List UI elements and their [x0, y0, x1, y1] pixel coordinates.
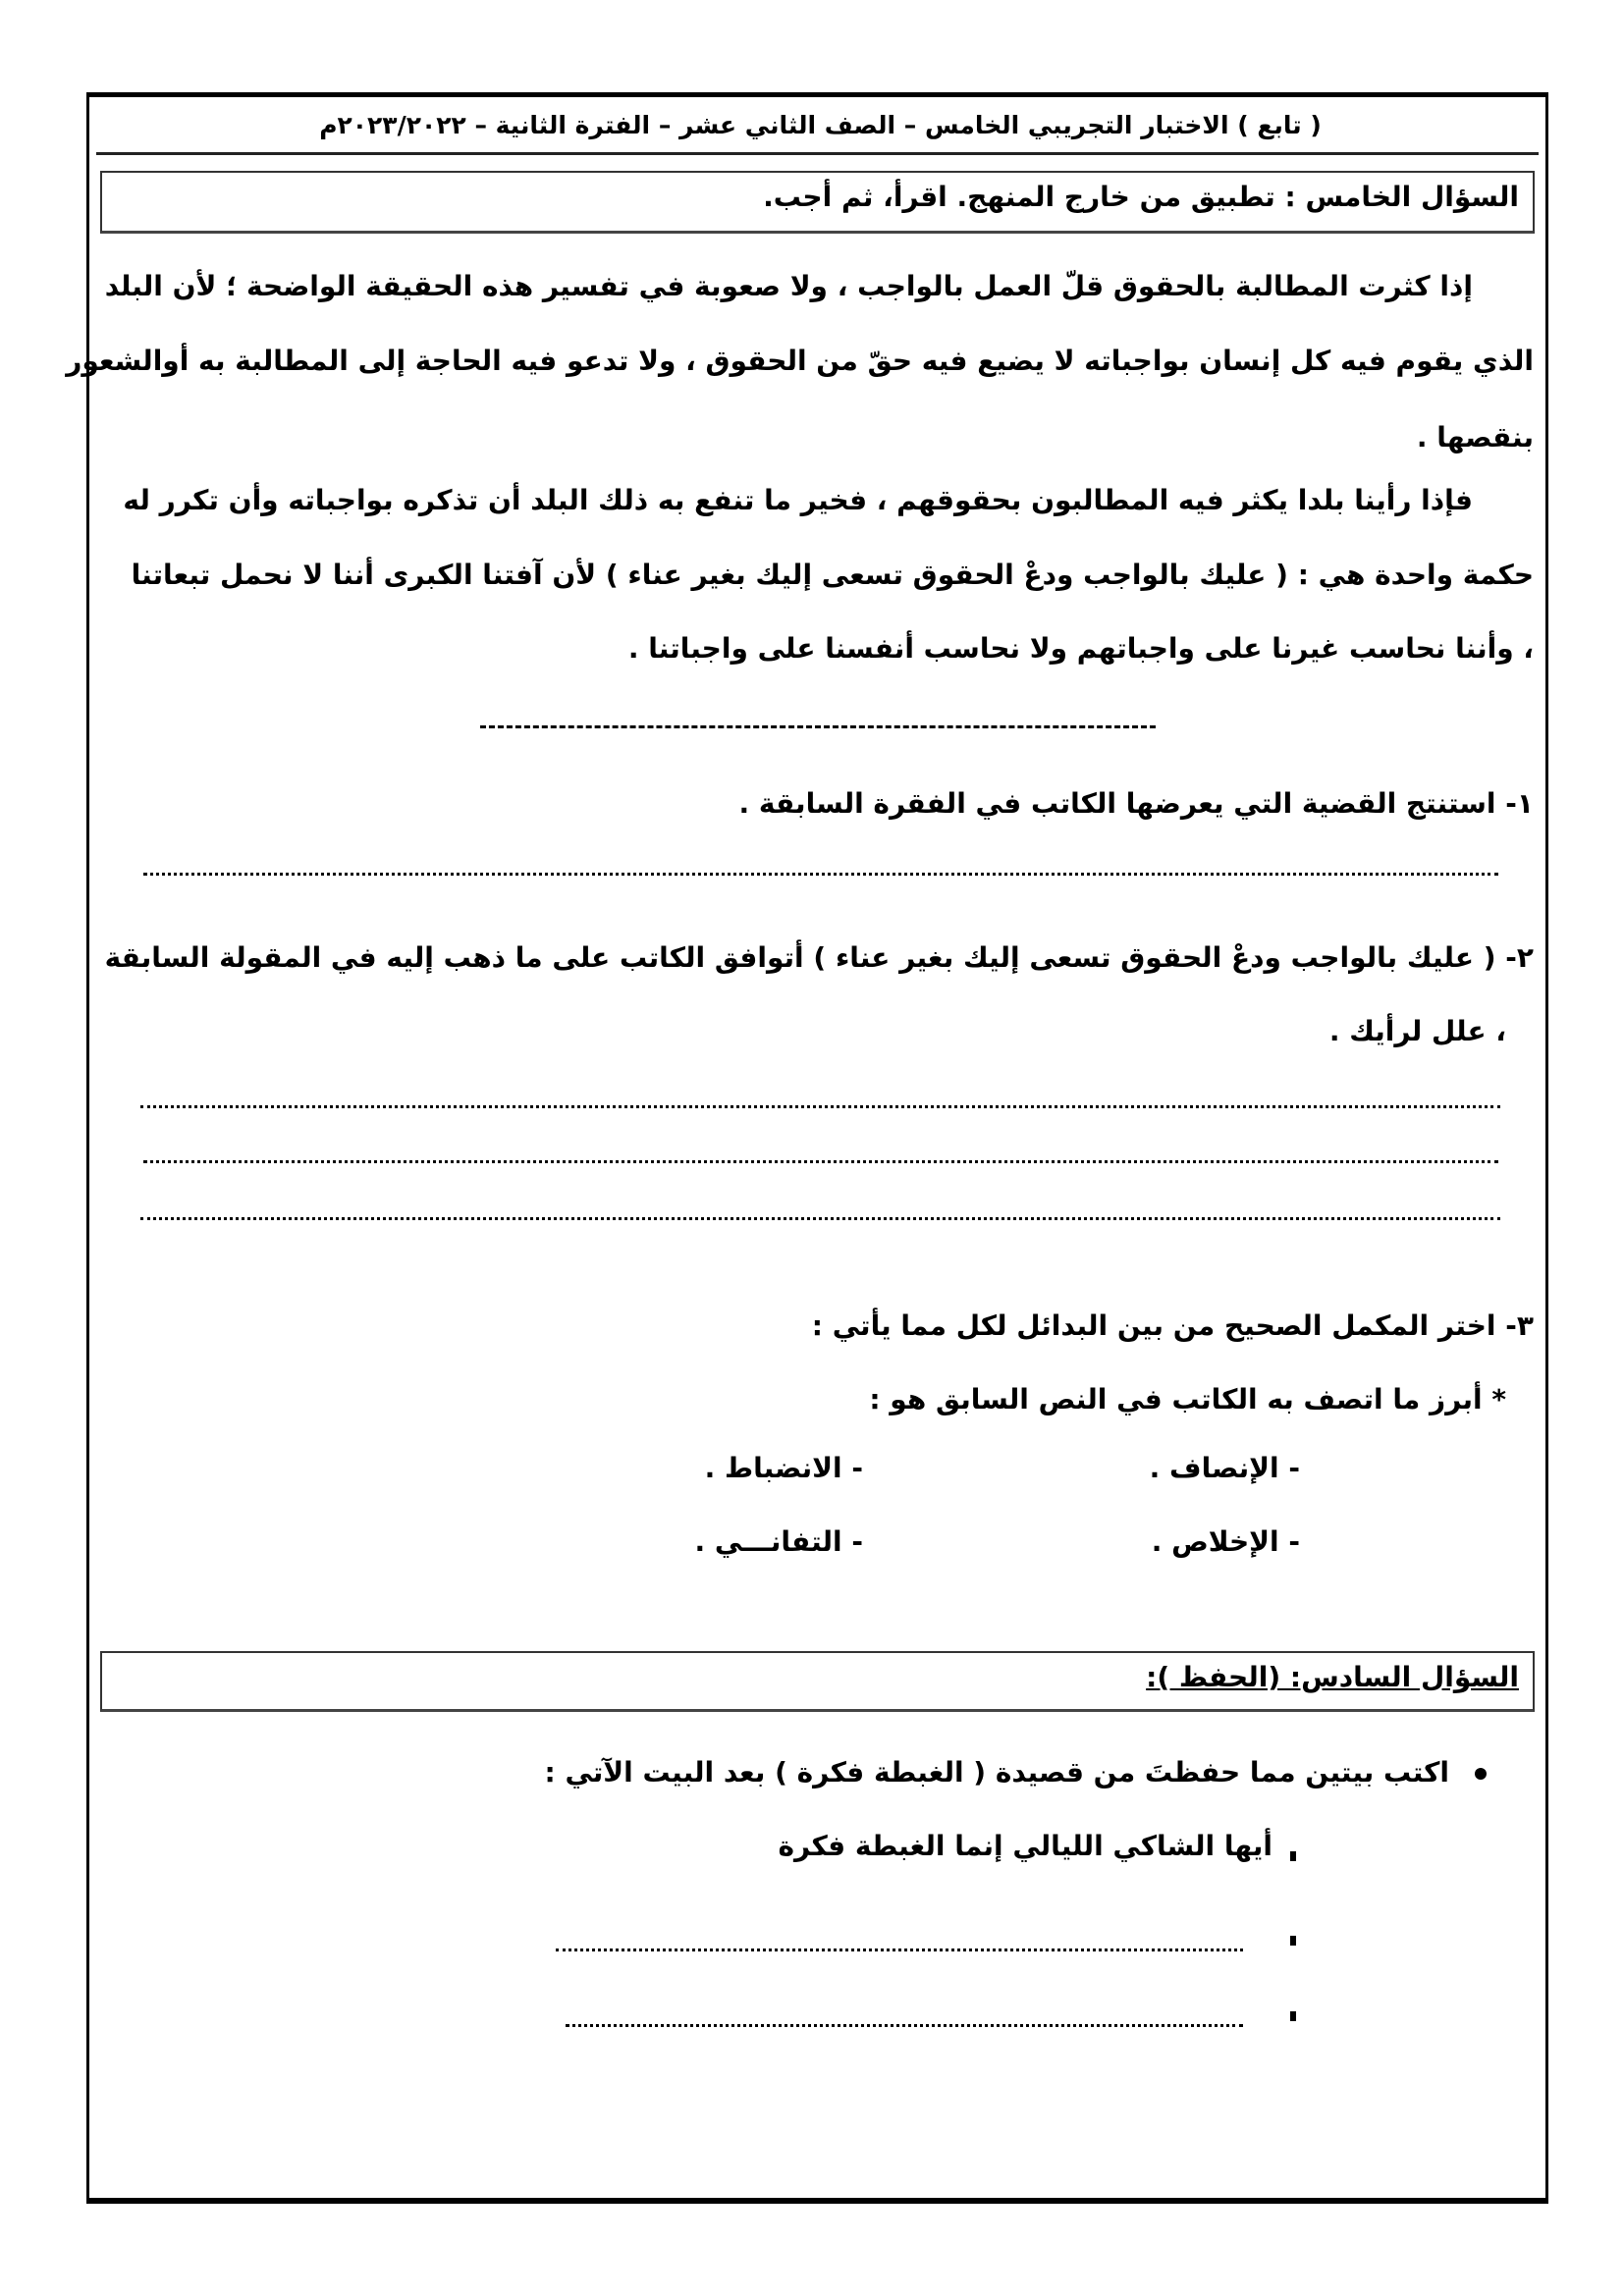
question6-title-box	[100, 1651, 1535, 1712]
option-insaf[interactable]: - الإنصاف .	[1149, 1452, 1300, 1484]
option-tafani[interactable]: - التفانـــي .	[694, 1525, 863, 1558]
square-bullet-icon	[1290, 1936, 1296, 1946]
option-ikhlas[interactable]: - الإخلاص .	[1151, 1525, 1300, 1558]
question5-item2-text: ٢- ( عليك بالواجب ودعْ الحقوق تسعى إليك بغير عناء ) أتوافق الكاتب على ما ذهب إليه في المقولة السابقة	[104, 941, 1534, 974]
question5-item3-stem: * أبرز ما اتصف به الكاتب في النص السابق هو :	[869, 1383, 1506, 1415]
question6-instruction-text: اكتب بيتين مما حفظتَ من قصيدة ( الغبطة فكرة ) بعد البيت الآتي :	[544, 1756, 1449, 1789]
square-bullet-icon	[1290, 2011, 1296, 2021]
question5-item3-text: ٣- اختر المكمل الصحيح من بين البدائل لكل مما يأتي :	[811, 1309, 1534, 1342]
answer-line[interactable]	[143, 1160, 1498, 1163]
exam-header-title: ( تابع ) الاختبار التجريبي الخامس – الصف الثاني عشر – الفترة الثانية – ٢٠٢٣/٢٠٢٢م	[319, 111, 1322, 139]
paragraph-line: ، وأننا نحاسب غيرنا على واجباتهم ولا نحاسب أنفسنا على واجباتنا .	[627, 632, 1534, 665]
question5-item2-text: ، علل لرأيك .	[1328, 1015, 1506, 1047]
exam-page-frame	[66, 92, 1548, 2204]
question5-item1-text: ١- استنتج القضية التي يعرضها الكاتب في الفقرة السابقة .	[738, 787, 1534, 820]
bullet-icon	[1475, 1768, 1487, 1780]
paragraph-line: حكمة واحدة هي : ( عليك بالواجب ودعْ الحقوق تسعى إليك بغير عناء ) لأن آفتنا الكبرى أننا لا نحمل تبعاتنا	[131, 559, 1534, 591]
answer-line[interactable]	[143, 873, 1498, 876]
square-bullet-icon	[1290, 1851, 1296, 1861]
option-indibat[interactable]: - الانضباط .	[704, 1452, 863, 1484]
question5-title: السؤال الخامس : تطبيق من خارج المنهج. اقرأ، ثم أجب.	[763, 181, 1519, 213]
header-divider	[96, 152, 1539, 155]
verse-answer-line[interactable]	[556, 1949, 1243, 1951]
paragraph-line: فإذا رأينا بلدا يكثر فيه المطالبون بحقوقهم ، فخير ما تنفع به ذلك البلد أن تذكره بواجباته وأن تكرر له	[123, 484, 1473, 516]
question5-title-box	[100, 171, 1535, 234]
paragraph-line: إذا كثرت المطالبة بالحقوق قلّ العمل بالواجب ، ولا صعوبة في تفسير هذه الحقيقة الواضحة ؛ لأن البلد	[104, 270, 1473, 302]
answer-line[interactable]	[140, 1217, 1500, 1220]
paragraph-line: بنقصها .	[1416, 421, 1534, 454]
question6-title: السؤال السادس: (الحفظ ):	[1146, 1661, 1519, 1693]
question6-instruction	[545, 1756, 1487, 1789]
paragraph-line: الذي يقوم فيه كل إنسان بواجباته لا يضيع فيه حقّ من الحقوق ، ولا تدعو فيه الحاجة إلى المطالبة به أوالشعور	[66, 345, 1534, 377]
verse-text: أيها الشاكي الليالي إنما الغبطة فكرة	[778, 1830, 1272, 1862]
verse-answer-line[interactable]	[566, 2024, 1243, 2027]
answer-line[interactable]	[140, 1105, 1500, 1108]
section-separator	[480, 725, 1156, 728]
